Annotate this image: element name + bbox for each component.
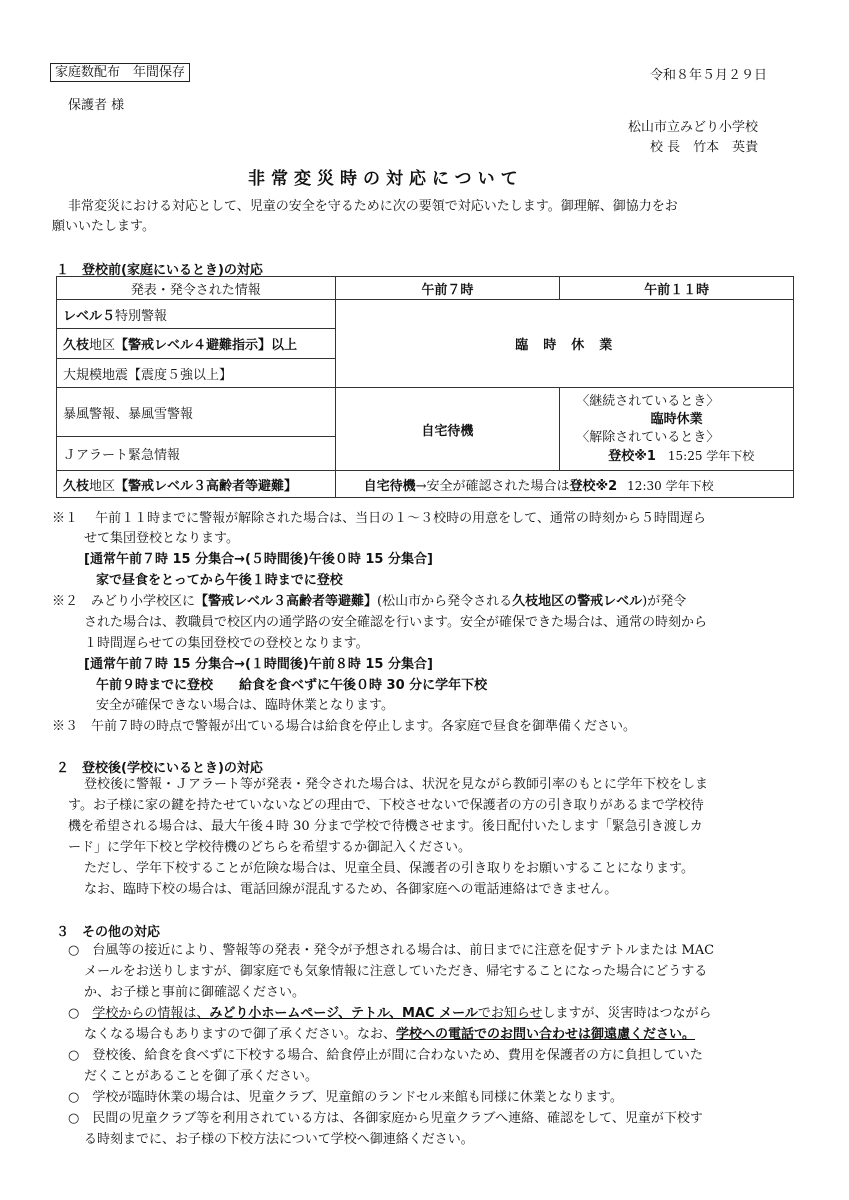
section-3-item-1-line: メールをお送りしますが、御家庭でも気象情報に注意していただき、帰宅することになった場合にどうする	[84, 964, 708, 979]
kueda-level3-action: 自宅待機→安全が確認された場合は登校※2 12:30 学年下校	[335, 471, 793, 498]
distribution-tag: 家庭数配布 年間保存	[50, 63, 190, 82]
section-3-item-2-line-2: なくなる場合もありますので御了承ください。なお、学校への電話でのお問い合わせは御遠慮ください。	[84, 1027, 696, 1042]
info-kueda-level3: 久枝地区【警戒レベル３高齢者等避難】	[57, 471, 336, 498]
table-row	[57, 471, 794, 498]
info-jalert: Ｊアラート緊急情報	[57, 437, 336, 471]
section-2-line: 機を希望される場合は、最大午後４時 30 分まで学校で待機させます。後日配付いたします「緊急引き渡しカ	[68, 819, 703, 834]
intro-line-1: 非常変災における対応として、児童の安全を守るために次の要領で対応いたします。御理解、御協力をお	[68, 199, 678, 214]
table-row	[57, 300, 794, 329]
note-2-arrival: 午前９時までに登校 給食を食べずに午後０時 30 分に学年下校	[96, 678, 488, 693]
section-3-item-1-line: ○ 台風等の接近により、警報等の発表・発令が予想される場合は、前日までに注意を促すテトルまたは MAC	[68, 943, 715, 958]
header-info: 発表・発令された情報	[57, 277, 336, 300]
note-1-arrival: 家で昼食をとってから午後１時までに登校	[96, 573, 343, 588]
section-1-heading: １ 登校前(家庭にいるとき)の対応	[56, 263, 263, 278]
note-3: ※３ 午前７時の時点で警報が出ている場合は給食を停止します。各家庭で昼食を御準備ください。	[52, 719, 636, 734]
eleven-am-cell	[560, 388, 794, 471]
note-1-line-2: せて集団登校となります。	[84, 531, 239, 546]
recipient: 保護者 様	[68, 98, 125, 113]
principal-name: 校 長 竹本 英貴	[650, 140, 759, 155]
section-2-line: 登校後に警報・Ｊアラート等が発表・発令された場合は、状況を見ながら教師引率のもとに学年下校をしま	[84, 777, 709, 792]
info-kueda-level4: 久枝地区【警戒レベル４避難指示】以上	[57, 329, 336, 359]
header-11am: 午前１１時	[560, 277, 794, 300]
header-7am: 午前７時	[335, 277, 560, 300]
note-2-unsafe: 安全が確保できない場合は、臨時休業となります。	[96, 698, 394, 713]
section-2-heading: ２ 登校後(学校にいるとき)の対応	[56, 761, 263, 776]
intro-line-2: 願いいたします。	[52, 219, 155, 234]
info-storm: 暴風警報、暴風雪警報	[57, 388, 336, 437]
issue-date: 令和８年５月２９日	[650, 68, 768, 83]
section-3-item-5-line: る時刻までに、お子様の下校方法について学校へ御連絡ください。	[84, 1132, 474, 1147]
info-level5: レベル５特別警報	[57, 300, 336, 329]
lifted-label: 〈解除されているとき〉	[576, 429, 720, 445]
section-2-line: す。お子様に家の鍵を持たせていないなどの理由で、下校させないで保護者の方の引き取りがあるまで学校待	[68, 798, 704, 813]
lifted-time: 15:25 学年下校	[667, 448, 755, 463]
section-2-line: なお、臨時下校の場合は、電話回線が混乱するため、各御家庭への電話連絡はできません。	[84, 882, 618, 897]
section-2-line: ただし、学年下校することが危険な場合は、児童全員、保護者の引き取りをお願いすることになります。	[84, 861, 694, 876]
section-3-heading: ３ その他の対応	[56, 925, 161, 940]
continued-label: 〈継続されているとき〉	[576, 393, 720, 409]
section-3-item-4: ○ 学校が臨時休業の場合は、児童クラブ、児童館のランドセル来館も同様に休業となります。	[68, 1090, 623, 1105]
note-1-schedule: [通常午前７時 15 分集合→(５時間後)午後０時 15 分集合]	[84, 552, 433, 567]
section-2-line: ード」に学年下校と学校待機のどちらを希望するか御記入ください。	[68, 840, 472, 855]
note-2-schedule: [通常午前７時 15 分集合→(１時間後)午前８時 15 分集合]	[84, 657, 433, 672]
home-wait-cell: 自宅待機	[335, 388, 560, 471]
note-1-line-1: ※１ 午前１１時までに警報が解除された場合は、当日の１～３校時の用意をして、通常の時刻から５時間遅ら	[52, 511, 706, 526]
section-3-item-5-line: ○ 民間の児童クラブ等を利用されている方は、各御家庭から児童クラブへ連絡、確認をして、児童が下校す	[68, 1111, 703, 1126]
page-title: 非常変災時の対応について	[248, 169, 524, 189]
section-3-item-3-line: だくことがあることを御了承ください。	[84, 1069, 319, 1084]
table-header-row	[57, 277, 794, 300]
school-name: 松山市立みどり小学校	[628, 120, 759, 135]
section-3-item-1-line: か、お子様と事前に御確認ください。	[84, 985, 306, 1000]
section-3-item-3-line: ○ 登校後、給食を食べずに下校する場合、給食停止が間に合わないため、費用を保護者の方に負担していた	[68, 1048, 703, 1063]
section-3-item-2-line-1: ○ 学校からの情報は、みどり小ホームページ、テトル、MAC メールでお知らせしますが、災害時はつながら	[68, 1006, 712, 1021]
note-2-line-3: １時間遅らせての集団登校での登校となります。	[84, 636, 369, 651]
note-2-line-2: された場合は、教職員で校区内の通学路の安全確認を行います。安全が確保できた場合は、通常の時刻から	[84, 615, 707, 630]
response-table	[56, 276, 794, 498]
info-earthquake: 大規模地震【震度５強以上】	[57, 359, 336, 388]
continued-value: 臨時休業	[650, 411, 703, 427]
lifted-value: 登校※1	[608, 448, 656, 464]
closure-cell: 臨 時 休 業	[335, 300, 793, 388]
table-row	[57, 388, 794, 437]
note-2-line-1: ※２ みどり小学校区に【警戒レベル３高齢者等避難】(松山市から発令される久枝地区の警戒レベル)が発令	[52, 594, 687, 609]
